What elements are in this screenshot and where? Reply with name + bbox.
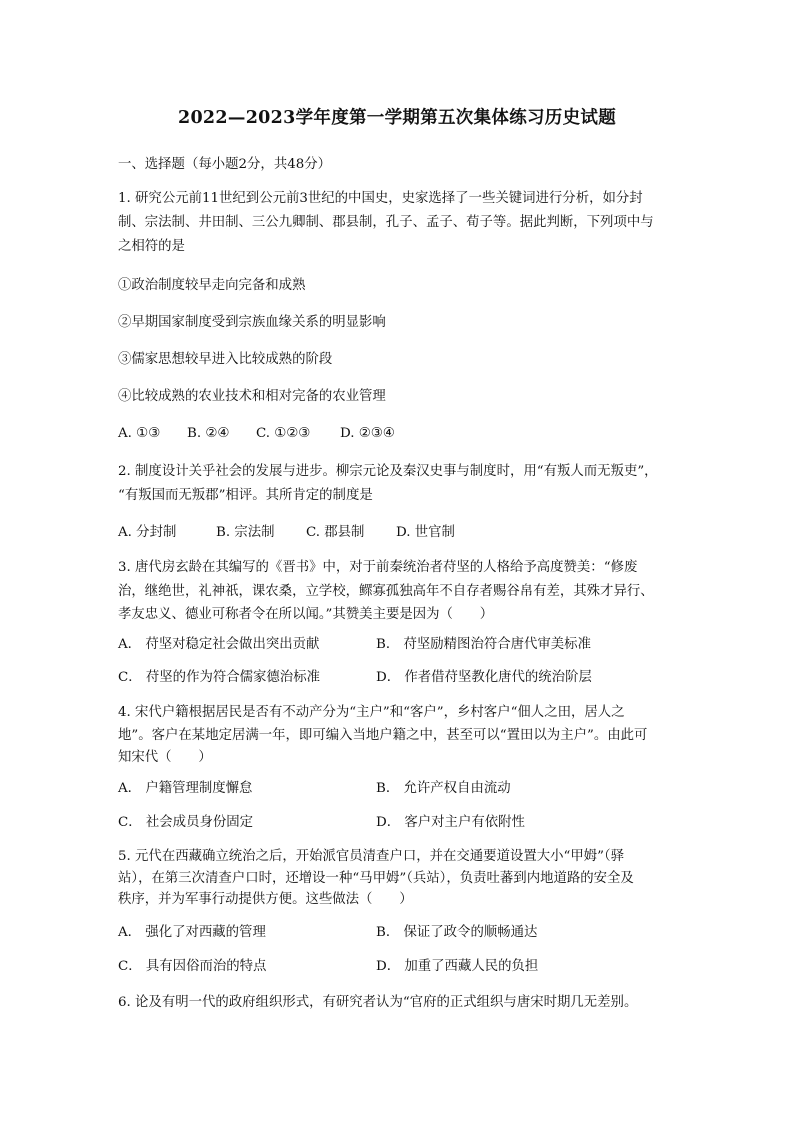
q4-stem-line-2: 地”。客户在某地定居满一年，即可编入当地户籍之中，甚至可以“置田以为主户”。由此可: [118, 728, 648, 743]
q1-stem-line-3: 之相符的是: [118, 239, 185, 254]
q1-option-d[interactable]: D. ②③④: [340, 426, 395, 441]
q3-stem-line-3: 孝友忠义、德业可称者令在所以闻。”其赞美主要是因为（ ）: [118, 607, 494, 622]
q2-options: [118, 523, 455, 543]
q3-option-d[interactable]: D． 作者借苻坚教化唐代的统治阶层: [376, 670, 592, 685]
q5-option-b[interactable]: B． 保证了政令的顺畅通达: [376, 925, 538, 940]
q1-item-1: ①政治制度较早走向完备和成熟: [118, 278, 306, 293]
q4-option-d[interactable]: D． 客户对主户有依附性: [376, 815, 525, 830]
section-heading: 一、选择题（每小题2分，共48分）: [118, 157, 332, 172]
q1-item-3: ③儒家思想较早进入比较成熟的阶段: [118, 352, 333, 367]
q5-stem-line-2: 站），在第三次清查户口时，还增设一种“马甲姆”（兵站），负责吐蕃到内地道路的安全及: [118, 871, 634, 886]
q3-option-c[interactable]: C． 苻坚的作为符合儒家德治标准: [118, 670, 320, 685]
q2-stem-line-2: “有叛国而无叛郡”相评。其所肯定的制度是: [118, 488, 373, 503]
q1-item-4: ④比较成熟的农业技术和相对完备的农业管理: [118, 389, 386, 404]
q5-stem-line-3: 秩序，并为军事行动提供方便。这些做法（ ）: [118, 892, 413, 907]
q2-option-d[interactable]: D. 世官制: [396, 525, 455, 540]
q1-options: [118, 424, 395, 444]
q1-option-c[interactable]: C. ①②③: [256, 426, 311, 441]
q3-option-b[interactable]: B． 苻坚励精图治符合唐代审美标准: [376, 637, 591, 652]
q3-stem-line-2: 治，继绝世，礼神祇，课农桑，立学校，鳏寡孤独高年不自存者赐谷帛有差，其殊才异行、: [118, 584, 654, 599]
q4-option-b[interactable]: B． 允许产权自由流动: [376, 781, 511, 796]
q2-stem-line-1: 2. 制度设计关乎社会的发展与进步。柳宗元论及秦汉史事与制度时，用“有叛人而无叛吏”，: [118, 464, 658, 479]
q1-option-a[interactable]: A. ①③: [118, 426, 161, 441]
q5-option-d[interactable]: D． 加重了西藏人民的负担: [376, 959, 539, 974]
q1-item-2: ②早期国家制度受到宗族血缘关系的明显影响: [118, 315, 386, 330]
q4-stem-line-1: 4. 宋代户籍根据居民是否有不动产分为“主户”和“客户”，乡村客户“佃人之田，居人之: [118, 705, 625, 720]
q2-option-a[interactable]: A. 分封制: [118, 525, 177, 540]
q1-stem-line-2: 制、宗法制、井田制、三公九卿制、郡县制，孔子、孟子、荀子等。据此判断，下列项中与: [118, 215, 654, 230]
q5-option-c[interactable]: C． 具有因俗而治的特点: [118, 959, 267, 974]
q1-stem-line-1: 1. 研究公元前11世纪到公元前3世纪的中国史，史家选择了一些关键词进行分析，如分封: [118, 191, 643, 206]
q3-stem-line-1: 3. 唐代房玄龄在其编写的《晋书》中，对于前秦统治者苻坚的人格给予高度赞美：“修废: [118, 560, 638, 575]
q2-option-c[interactable]: C. 郡县制: [306, 525, 365, 540]
q4-stem-line-3: 知宋代（ ）: [118, 750, 212, 765]
q5-stem-line-1: 5. 元代在西藏确立统治之后，开始派官员清查户口，并在交通要道设置大小“甲姆”（驿: [118, 849, 625, 864]
q2-option-b[interactable]: B. 宗法制: [216, 525, 275, 540]
q5-option-a[interactable]: A． 强化了对西藏的管理: [118, 925, 266, 940]
q6-stem-line-1: 6. 论及有明一代的政府组织形式，有研究者认为“官府的正式组织与唐宋时期几无差别。: [118, 995, 638, 1010]
q4-option-c[interactable]: C． 社会成员身份固定: [118, 815, 254, 830]
q3-option-a[interactable]: A． 苻坚对稳定社会做出突出贡献: [118, 637, 320, 652]
q4-option-a[interactable]: A． 户籍管理制度懈怠: [118, 781, 253, 796]
q1-option-b[interactable]: B. ②④: [187, 426, 230, 441]
page-title: 2022—2023学年度第一学期第五次集体练习历史试题: [177, 108, 616, 128]
